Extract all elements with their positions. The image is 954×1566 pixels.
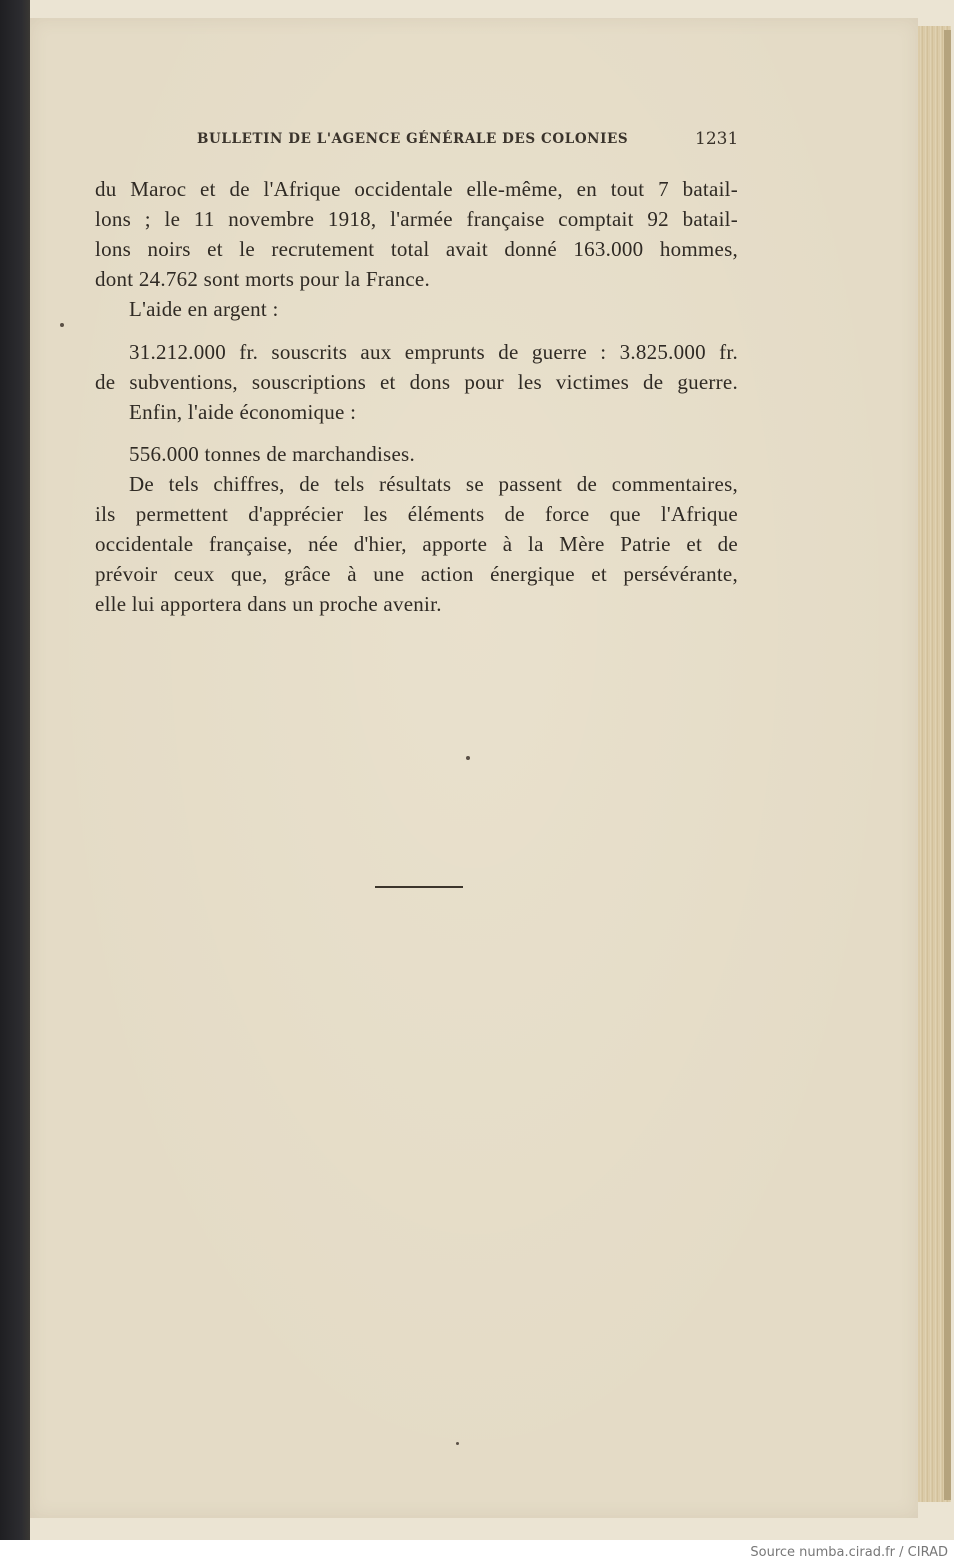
- paper-speck: [60, 323, 64, 327]
- scanner-left-border: [0, 0, 30, 1540]
- running-title: BULLETIN DE L'AGENCE GÉNÉRALE DES COLONIES: [197, 131, 629, 147]
- text-line: lons noirs et le recrutement total avait donné 163.000 hommes,: [95, 237, 738, 261]
- text-line: De tels chiffres, de tels résultats se passent de commentaires,: [129, 472, 738, 496]
- paper-speck: [466, 756, 470, 760]
- page-number: 1231: [695, 129, 739, 149]
- text-line: de subventions, souscriptions et dons pour les victimes de guerre.: [95, 370, 738, 394]
- text-line: dont 24.762 sont morts pour la France.: [95, 267, 430, 291]
- end-rule: [375, 886, 463, 888]
- text-line: ils permettent d'apprécier les éléments de force que l'Afrique: [95, 502, 738, 526]
- text-line: occidentale française, née d'hier, apporte à la Mère Patrie et de: [95, 532, 738, 556]
- text-line: Enfin, l'aide économique :: [129, 400, 357, 424]
- text-line: du Maroc et de l'Afrique occidentale elle-même, en tout 7 batail-: [95, 177, 738, 201]
- source-credit: Source numba.cirad.fr / CIRAD: [750, 1545, 948, 1560]
- book-page-edges-shadow: [944, 30, 951, 1500]
- paper-speck: [456, 1442, 459, 1445]
- text-line: L'aide en argent :: [129, 297, 279, 321]
- text-line: elle lui apportera dans un proche avenir.: [95, 592, 442, 616]
- text-line: prévoir ceux que, grâce à une action énergique et persévérante,: [95, 562, 738, 586]
- text-line: 31.212.000 fr. souscrits aux emprunts de guerre : 3.825.000 fr.: [129, 340, 738, 364]
- text-line: 556.000 tonnes de marchandises.: [129, 442, 415, 466]
- text-line: lons ; le 11 novembre 1918, l'armée française comptait 92 batail-: [95, 207, 738, 231]
